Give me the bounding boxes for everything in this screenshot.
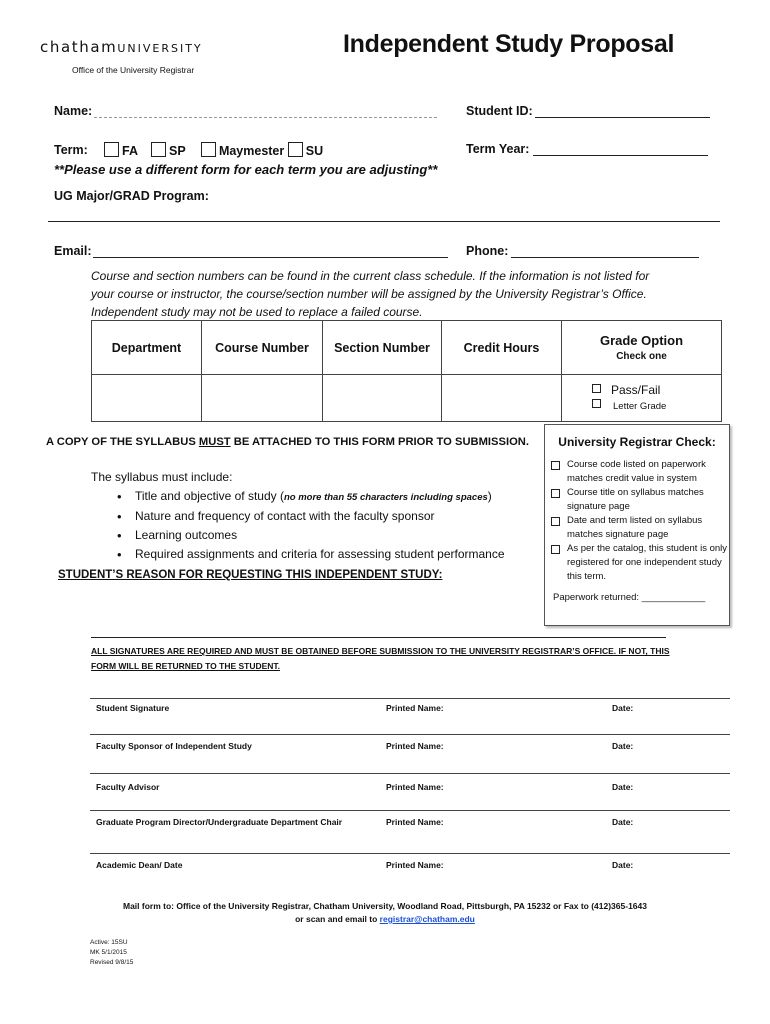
term-options xyxy=(104,142,323,158)
syllabus-item-3: • Learning outcomes xyxy=(109,526,539,545)
student-signature-label: Student Signature xyxy=(96,703,170,713)
date-label-3: Date: xyxy=(612,782,634,792)
registrar-check-item-3-text: Date and term listed on syllabus matches signature page xyxy=(567,515,703,540)
department-cell[interactable] xyxy=(92,375,202,422)
signature-line-4[interactable] xyxy=(90,853,730,854)
signature-line-2[interactable] xyxy=(90,773,730,774)
signature-line-1[interactable] xyxy=(90,734,730,735)
syllabus-item-1-note: no more than 55 characters including spaces xyxy=(283,492,488,503)
term-sp-label: SP xyxy=(169,144,186,158)
printed-name-label-2: Printed Name: xyxy=(386,741,444,751)
registrar-checkbox-2[interactable] xyxy=(551,489,560,498)
student-id-field[interactable] xyxy=(535,117,710,118)
phone-label: Phone: xyxy=(466,244,509,258)
registrar-check-item-2[interactable] xyxy=(545,486,729,514)
course-note-line-3: Independent study may not be used to replace a failed course. xyxy=(91,305,423,319)
office-name: Office of the University Registrar xyxy=(72,65,195,75)
course-note-line-1: Course and section numbers can be found in the current class schedule. If the information is not listed for xyxy=(91,269,650,283)
date-label-2: Date: xyxy=(612,741,634,751)
credit-hours-header: Credit Hours xyxy=(442,321,562,375)
date-label-4: Date: xyxy=(612,817,634,827)
section-number-cell[interactable] xyxy=(323,375,442,422)
student-id-label: Student ID: xyxy=(466,104,533,118)
mail-instructions: Mail form to: Office of the University Registrar, Chatham University, Woodland Road, Pittsburgh, PA 15232 or Fax to (412)365-1643 xyxy=(123,901,647,911)
pass-fail-label: Pass/Fail xyxy=(611,383,661,397)
registrar-check-title: University Registrar Check: xyxy=(558,435,716,449)
page-title: Independent Study Proposal xyxy=(343,30,675,58)
faculty-advisor-label: Faculty Advisor xyxy=(96,782,160,792)
term-fa-label: FA xyxy=(122,144,138,158)
scan-pre: or scan and email to xyxy=(295,914,380,924)
syllabus-item-1-main: Title and objective of study ( xyxy=(135,489,284,503)
registrar-check-item-4[interactable] xyxy=(545,542,729,584)
registrar-check-item-1-text: Course code listed on paperwork matches credit value in system xyxy=(567,459,706,484)
academic-dean-label: Academic Dean/ Date xyxy=(96,860,183,870)
revised-date: Revised 9/8/15 xyxy=(90,959,134,966)
email-label: Email: xyxy=(54,244,92,258)
date-label-5: Date: xyxy=(612,860,634,870)
university-logo xyxy=(40,38,203,57)
paperwork-returned: Paperwork returned: ____________ xyxy=(553,592,706,603)
registrar-check-item-4-text: As per the catalog, this student is only registered for one independent study this term. xyxy=(567,543,728,582)
date-label-1: Date: xyxy=(612,703,634,713)
registrar-checkbox-3[interactable] xyxy=(551,517,560,526)
email-field[interactable] xyxy=(93,257,448,258)
signature-divider xyxy=(91,637,666,638)
term-su-checkbox[interactable] xyxy=(288,144,323,158)
logo-word: chatham xyxy=(40,38,118,56)
course-note xyxy=(91,267,731,321)
syllabus-list xyxy=(109,487,539,564)
registrar-check-box xyxy=(544,424,730,626)
syllabus-item-1-end: ) xyxy=(487,489,492,503)
faculty-sponsor-label: Faculty Sponsor of Independent Study xyxy=(96,741,252,751)
registrar-check-item-1[interactable] xyxy=(545,458,729,486)
signature-line-3[interactable] xyxy=(90,810,730,811)
grade-option-title: Grade Option xyxy=(599,333,684,348)
registrar-checkbox-1[interactable] xyxy=(551,461,560,470)
syllabus-item-4: • Required assignments and criteria for assessing student performance xyxy=(109,545,539,564)
term-maymester-checkbox[interactable] xyxy=(201,144,284,158)
term-su-label: SU xyxy=(305,144,324,158)
grade-option-cell xyxy=(562,375,722,422)
syllabus-warning-must: MUST xyxy=(198,436,231,448)
letter-grade-label: Letter Grade xyxy=(613,401,667,412)
letter-grade-option[interactable] xyxy=(562,399,721,414)
syllabus-item-2: • Nature and frequency of contact with the faculty sponsor xyxy=(109,507,539,526)
active-code: Active: 15SU xyxy=(90,939,128,946)
term-year-label: Term Year: xyxy=(466,142,530,156)
name-label: Name: xyxy=(54,104,93,118)
term-note: **Please use a different form for each term you are adjusting** xyxy=(54,162,438,177)
registrar-check-item-3[interactable] xyxy=(545,514,729,542)
registrar-email-link[interactable]: registrar@chatham.edu xyxy=(379,914,475,924)
printed-name-label-5: Printed Name: xyxy=(386,860,444,870)
printed-name-label-4: Printed Name: xyxy=(386,817,444,827)
revision-info xyxy=(90,938,133,968)
mk-code: MK 5/1/2015 xyxy=(90,949,127,956)
course-note-line-2: your course or instructor, the course/section number will be assigned by the University Registrar’s Office. xyxy=(91,287,647,301)
scan-instructions xyxy=(0,914,770,924)
department-header: Department xyxy=(92,321,202,375)
name-field[interactable] xyxy=(94,117,437,118)
credit-hours-cell[interactable] xyxy=(442,375,562,422)
pass-fail-option[interactable] xyxy=(562,382,721,399)
major-label: UG Major/GRAD Program: xyxy=(54,189,209,203)
reason-heading: STUDENT’S REASON FOR REQUESTING THIS INDEPENDENT STUDY: xyxy=(58,569,443,581)
phone-field[interactable] xyxy=(511,257,699,258)
syllabus-intro: The syllabus must include: xyxy=(91,470,233,484)
course-number-cell[interactable] xyxy=(202,375,323,422)
printed-name-label-1: Printed Name: xyxy=(386,703,444,713)
term-sp-checkbox[interactable] xyxy=(151,144,185,158)
syllabus-warning-post: BE ATTACHED TO THIS FORM PRIOR TO SUBMISSION. xyxy=(230,436,529,448)
section-number-header: Section Number xyxy=(323,321,442,375)
syllabus-warning-pre: A COPY OF THE SYLLABUS xyxy=(46,436,199,448)
course-table xyxy=(91,320,722,422)
course-number-header: Course Number xyxy=(202,321,323,375)
grade-option-sub: Check one xyxy=(616,351,667,362)
term-label: Term: xyxy=(54,143,88,157)
major-field[interactable] xyxy=(48,221,720,222)
registrar-checkbox-4[interactable] xyxy=(551,545,560,554)
signature-notice: ALL SIGNATURES ARE REQUIRED AND MUST BE OBTAINED BEFORE SUBMISSION TO THE UNIVERSITY REGISTRAR’S OFFICE. IF NOT, THIS FORM WILL BE RETURNED TO THE STUDENT. xyxy=(91,646,670,671)
signature-line-0 xyxy=(90,698,730,699)
term-maymester-label: Maymester xyxy=(218,144,285,158)
registrar-check-item-2-text: Course title on syllabus matches signature page xyxy=(567,487,704,512)
term-year-field[interactable] xyxy=(533,155,708,156)
printed-name-label-3: Printed Name: xyxy=(386,782,444,792)
program-director-label: Graduate Program Director/Undergraduate Department Chair xyxy=(96,817,343,827)
syllabus-warning xyxy=(46,436,529,448)
term-fa-checkbox[interactable] xyxy=(104,144,138,158)
grade-option-header xyxy=(562,321,722,375)
logo-university: UNIVERSITY xyxy=(117,42,203,55)
syllabus-item-1 xyxy=(109,487,539,507)
